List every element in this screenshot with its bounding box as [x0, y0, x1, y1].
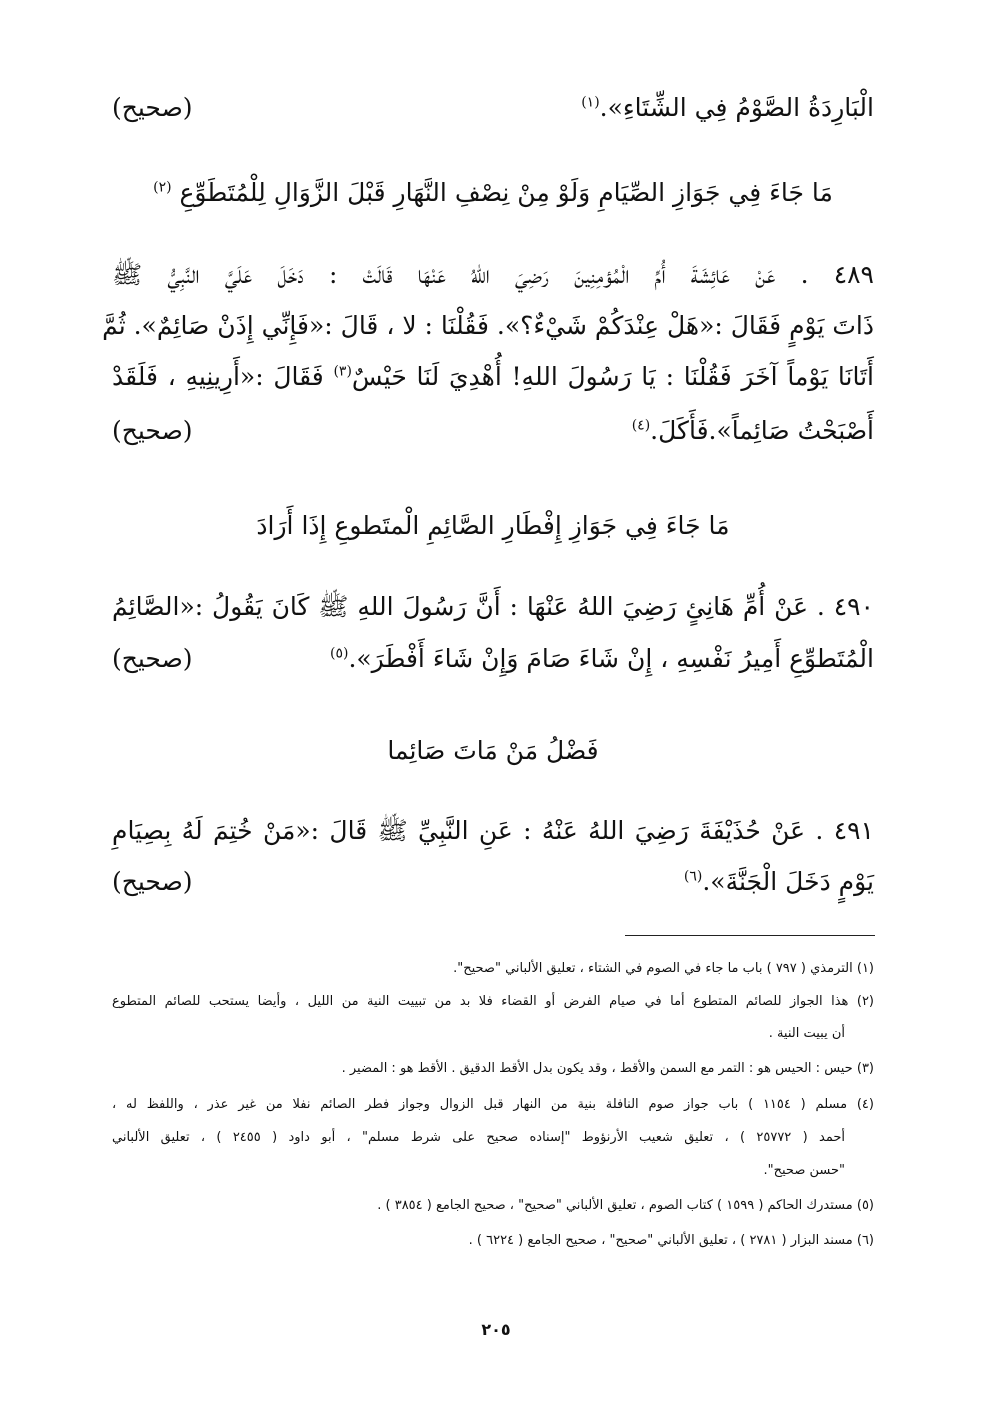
hadith-489-line-4: [112, 418, 874, 443]
hadith-490-line-2-text: الْمُتَطوِّعِ أَمِيرُ نَفْسِهِ ، إِنْ شَاءَ صَامَ وَإِنْ شَاءَ أَفْطَرَ».: [348, 644, 874, 673]
footnote-4-line-3: "حسن صحيح".: [763, 1163, 845, 1178]
footnote-ref-1[interactable]: (١): [581, 94, 600, 111]
hadith-489-line-1: ٤٨٩ . عَنْ عَائِشَةَ أُمِّ الْمُؤمِنِينَ رَضِيَ اللهُ عَنْهَا قَالَتْ : دَخَلَ عَلَيَّ النَّبِيُّ ﷺ: [112, 260, 874, 289]
hadith-489-line-3-b: فَقَالَ :«أَرِينِيهِ ، فَلَقَدْ: [112, 362, 334, 391]
hadith-489-line-4-text: أَصْبَحْتُ صَائِماً».فَأَكَلَ.: [650, 416, 874, 445]
heading-text: مَا جَاءَ فِي جَوَازِ الصِّيَامِ وَلَوْ مِنْ نِصْفِ النَّهَارِ قَبْلَ الزَّوَالِ لِلْمُتَطَوِّعِ: [179, 178, 833, 207]
footnote-1: (١) الترمذي ( ٧٩٧ ) باب ما جاء في الصوم في الشتاء ، تعليق الألباني "صحيح".: [453, 961, 874, 976]
footnote-ref-5[interactable]: (٥): [329, 645, 349, 662]
section-heading: مَا جَاءَ فِي جَوَازِ إِفْطَارِ الصَّائِمِ الْمتَطوعِ إِذَا أَرَادَ: [256, 511, 730, 540]
hadith-491-line-2-text: يَوْمٍ دَخَلَ الْجَنَّةَ».: [702, 867, 874, 896]
footnote-4-line-2: أحمد ( ٢٥٧٧٢ ) ، تعليق شعيب الأرنؤوط "إسناده صحيح على شرط مسلم" ، أبو داود ( ٢٤٥٥ ) ، تعليق الألباني: [112, 1130, 845, 1145]
footnote-3: (٣) حيس : الحيس هو : التمر مع السمن والأقط ، وقد يكون بدل الأقط الدقيق . الأقط هو : المضير .: [341, 1061, 874, 1076]
footnote-6: (٦) مسند البزار ( ٢٧٨١ ) ، تعليق الألباني "صحيح" ، صحيح الجامع ( ٦٢٢٤ ) .: [468, 1233, 874, 1248]
grade-label: (صحيح): [112, 416, 193, 445]
footnote-ref-3[interactable]: (٣): [333, 363, 352, 380]
hadith-491-line-2: [112, 869, 874, 894]
grade-label: (صحيح): [112, 867, 193, 896]
footnote-2-line-2: أن يبيت النية .: [768, 1026, 845, 1041]
hadith-489-line-2: ذَاتَ يَوْمٍ فَقَالَ :«هَلْ عِنْدَكُمْ شَيْءٌ؟». فَقُلْنَا : لا ، قَالَ :«فَإِنِّي إِذَنْ صَائِمٌ». ثُمَّ: [102, 311, 874, 340]
footnote-separator: [625, 935, 875, 936]
hadith-489-line-3-a: أَتَانَا يَوْماً آخَرَ فَقُلْنَا : يَا رَسُولَ اللهِ! أُهْدِيَ لَنَا حَيْسٌ: [351, 362, 875, 391]
footnote-5: (٥) مستدرك الحاكم ( ١٥٩٩ ) كتاب الصوم ، تعليق الألباني "صحيح" ، صحيح الجامع ( ٣٨٥٤ ) .: [377, 1198, 874, 1213]
page-number: ٢٠٥: [481, 1320, 511, 1339]
section-heading: [112, 180, 874, 205]
continuation-line: [112, 95, 874, 120]
continuation-text: الْبَارِدَةُ الصَّوْمُ فِي الشِّتَاءِ».: [599, 93, 874, 122]
section-heading: فَضْلُ مَنْ مَاتَ صَائِما: [387, 736, 599, 765]
hadith-490-line-1: ٤٩٠ . عَنْ أُمِّ هَانِئٍ رَضِيَ اللهُ عَنْهَا : أَنَّ رَسُولَ اللهِ ﷺ كَانَ يَقُولُ :«الصَّائِمُ: [112, 592, 874, 621]
hadith-490-line-2: [112, 646, 874, 671]
grade-label: (صحيح): [112, 644, 193, 673]
footnote-ref-4[interactable]: (٤): [631, 417, 651, 434]
hadith-491-line-1: ٤٩١ . عَنْ حُذَيْفَةَ رَضِيَ اللهُ عَنْهُ : عَنِ النَّبِيِّ ﷺ قَالَ :«مَنْ خُتِمَ لَهُ بِصِيَامِ: [112, 816, 874, 845]
footnote-4-line-1: (٤) مسلم ( ١١٥٤ ) باب جواز صوم النافلة بنية من النهار قبل الزوال وجواز فطر الصائم نفلا من غير عذر ، واللفظ له ،: [112, 1097, 874, 1112]
hadith-489-line-3: [112, 364, 874, 389]
grade-label: (صحيح): [112, 93, 193, 122]
footnote-ref-2[interactable]: (٢): [153, 179, 172, 196]
footnote-2-line-1: (٢) هذا الجواز للصائم المتطوع أما في صيام الفرض أو القضاء فلا بد من تبييت النية من الليل ، وأيضا يستحب للصائم المتطوع: [112, 994, 874, 1009]
footnote-ref-6[interactable]: (٦): [683, 868, 703, 885]
